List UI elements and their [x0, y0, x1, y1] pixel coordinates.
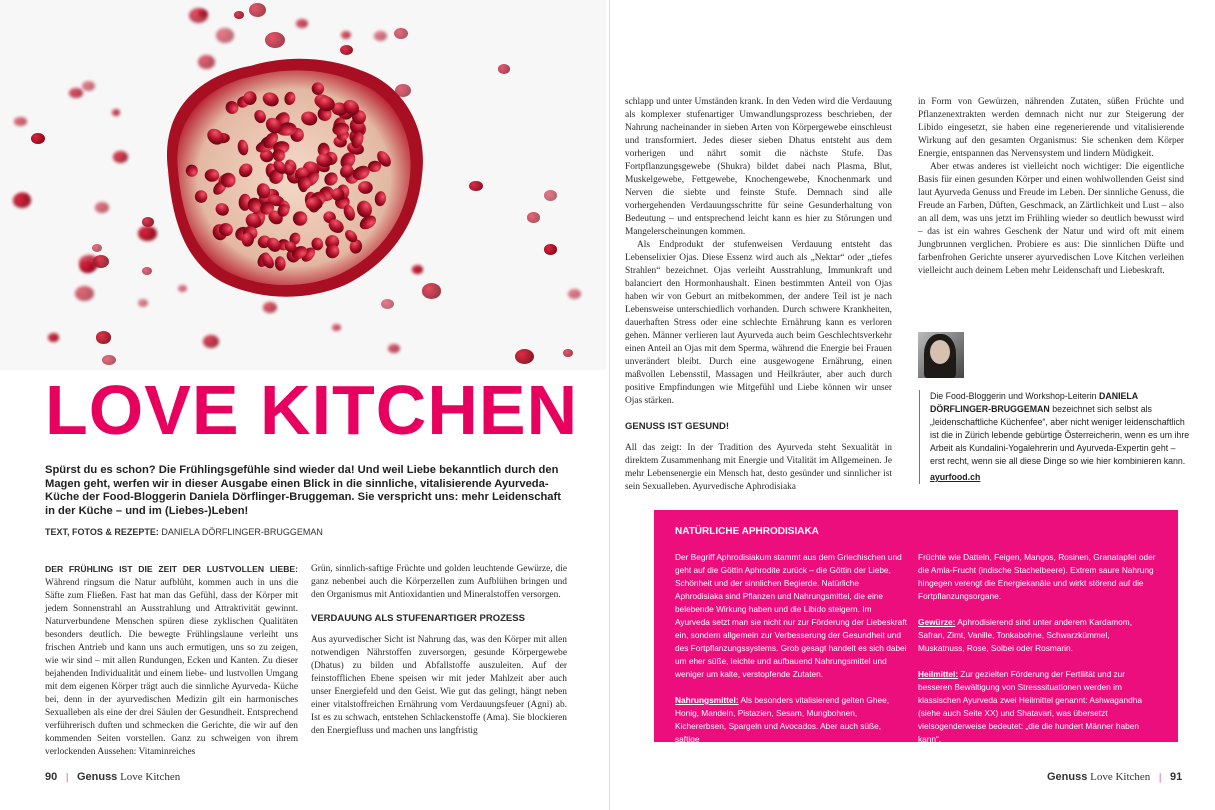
box-column-2	[918, 551, 1158, 759]
food-text: Als besonders vitalisierend gelten Ghee, Honig, Mandeln, Pistazien, Sesam, Mungbohnen, Kichererbsen, Spargeln und Avocados. Aber auch süße, saftige	[675, 695, 889, 744]
pomegranate-photo	[0, 0, 606, 370]
digestion-heading: VERDAUUNG ALS STUFENARTIGER PROZESS	[311, 613, 525, 624]
left-column-2	[311, 563, 567, 738]
ojas-paragraph: Als Endprodukt der stufenweisen Verdauung entsteht das Lebenselixier Ojas. Diese Essenz wird auch als „Nektar“ oder „tiefes Strahlen“ bezeichnet. Ojas verleiht Ausstrahlung, Immunkraft und balanciert den Hormonhaushalt. Einen bestimmten Anteil von Ojas haben wir von Geburt an mitbekommen, der andere Teil ist je nach Lebensweise unterschiedlich vorhanden. Durch schwere Krankheiten, dauerhaften Stress oder eine schlechte Ernährung kann es verloren gehen. Männer verlieren laut Ayurveda auch beim Geschlechtsverkehr einen Anteil an Ojas mit dem Sperma, während die Energie bei Frauen unverändert bleibt. Durch eine ausgewogene Ernährung, einen maßvollen Lebensstil, Massagen und Heilkräuter, aber auch durch positive Empfindungen wie Mitgefühl und Liebe können wir unser Ojas stärken.	[625, 240, 892, 406]
fruits-text: Früchte wie Datteln, Feigen, Mangos, Rosinen, Granatapfel oder die Amla-Frucht (indische Stachelbeere). Extrem saure Nahrung hingegen verengt die Energiekanäle und wirkt störend auf die Fortpflanzungsorgane.	[918, 552, 1156, 601]
credit-name: DANIELA DÖRFLINGER-BRUGGEMAN	[161, 527, 323, 537]
food-label: Nahrungsmittel:	[675, 695, 739, 705]
genuss-heading: GENUSS IST GESUND!	[625, 421, 729, 432]
right-footer: Genuss Love Kitchen | 91	[1047, 771, 1183, 783]
right-footer-section: Genuss	[1047, 771, 1088, 783]
box-heading: NATÜRLICHE APHRODISIAKA	[675, 526, 819, 537]
credit-label: TEXT, FOTOS & REZEPTE:	[45, 527, 159, 537]
bio-website-link[interactable]: ayurfood.ch	[930, 472, 981, 482]
right-column-1	[625, 96, 892, 494]
veden-paragraph: schlapp und unter Umständen krank. In den Veden wird die Verdauung als komplexer stufenartiger Umwandlungsprozess beschrieben, der Nahrung nacheinander in sieben Arten von Körpergewebe einschleust und transformiert. Jedes dieser sieben Dhatus entsteht aus dem vorherigen und nährt somit die nächste Stufe. Das Fortpflanzungsgewebe (Shukra) bildet dabei nach Plasma, Blut, Muskelgewebe, Fettgewebe, Knochengewebe, Knochenmark und Nerven die siebte und feinste Stufe. Demnach sind alle vorhergehenden Verdauungsschritte für seine Gesunderhaltung von Bedeutung – und entsprechend leicht kann es hier zu Störungen und Mangelerscheinungen kommen.	[625, 97, 892, 237]
left-page	[0, 0, 606, 810]
bio-author-name: DANIELA DÖRFLINGER-BRUGGEMAN	[930, 391, 1138, 414]
aphrodisiaka-box	[654, 510, 1178, 742]
left-footer: 90 | Genuss Love Kitchen	[45, 771, 181, 783]
lead-paragraph: Spürst du es schon? Die Frühlingsgefühle sind wieder da! Und weil Liebe bekanntlich durch den Magen geht, werfen wir in dieser Ausgabe einen Blick in die sinnliche, vitalisierende Ayurveda- Küche der Food-Bloggerin Daniela Dörflinger-Bruggeman. Sie verspricht uns: mehr Leidenschaft in der Küche – und im (Liebes-)Leben!	[45, 464, 561, 517]
author-bio	[919, 390, 1192, 484]
box-intro: Der Begriff Aphrodisiakum stammt aus dem Griechischen und geht auf die Göttin Aphrodite zurück – die Göttin der Liebe, Schönheit und der sinnlichen Begierde. Natürliche Aphrodisiaka sind Pflanzen und Nahrungsmittel, die eine belebende Wirkung haben und die Libido steigern. Im Ayurveda setzt man sie nicht nur zur Förderung der Liebeskraft ein, sondern allgemein zur Verbesserung der Gesundheit und des Fortpflanzungssystems. Grob gesagt handelt es sich dabei um eher süße, leichte und aufbauend Nahrungsmittel und weniger um kalte, verstopfende Zutaten.	[675, 552, 907, 679]
left-page-number: 90	[45, 771, 58, 783]
right-column-2	[918, 96, 1184, 278]
aphrodisiaka-paragraph: in Form von Gewürzen, nährenden Zutaten, süßen Früchte und Pflanzenextrakten werden demnach nicht nur zur Steigerung der Libido eingesetzt, sie haben eine regenerierende und vitalisierende Wirkung auf den gesamten Organismus: Sie schenken dem Körper Energie, entspannen das Nervensystem und lindern Müdigkeit.	[918, 97, 1184, 159]
page-title: LOVE KITCHEN	[45, 371, 579, 449]
remedies-text: Zur gezielten Förderung der Fertilität und zur besseren Bewältigung von Stresssituationen werden im klassischen Ayurveda zwei Heilmittel genannt: Ashwagandha (siehe auch Seite XX) und Shatavari, was übersetzt vielsogenderweise bedeutet: „die die hundert Männer haben kann“.	[918, 669, 1142, 744]
right-footer-title: Love Kitchen	[1090, 771, 1151, 783]
spring-heading: DER FRÜHLING IST DIE ZEIT DER LUSTVOLLEN LIEBE:	[45, 564, 298, 574]
right-page-number: 91	[1170, 771, 1183, 783]
left-column-1	[45, 563, 298, 759]
left-footer-section: Genuss	[76, 771, 118, 783]
col2-intro: Grün, sinnlich-saftige Früchte und golden leuchtende Gewürze, die ganz nebenbei auch die Körperzellen zum Aufblühen bringen und den Organismus mit Antioxidantien und Mineralstoffen versorgen.	[311, 564, 567, 600]
genuss-body: All das zeigt: In der Tradition des Ayurveda steht Sexualität in direktem Zusammenhang mit Energie und Vitalität im Allgemeinen. Je mehr Lebensenergie ein Mensch hat, desto gesünder und sinnlicher ist sein Sexualleben. Ayurvedische Aphrodisiaka	[625, 443, 892, 492]
box-column-1	[675, 551, 907, 759]
pomegranate-illustration	[0, 0, 606, 370]
spices-label: Gewürze:	[918, 617, 956, 627]
author-portrait	[918, 332, 964, 378]
credit-line	[45, 527, 323, 537]
bio-text: bezeichnet sich selbst als „leidenschaftliche Küchenfee“, aber nicht weniger leidenschaftlich ist die in Zürich lebende gebürtige Österreicherin, wenn es um ihre Arbeit als Kundalini-Yogalehrerin und Ayurveda-Expertin geht – erst recht, wenn sie all diese Dinge so wie hier kombinieren kann.	[930, 404, 1190, 466]
remedies-label: Heilmittel:	[918, 669, 959, 679]
left-footer-title: Love Kitchen	[120, 771, 181, 783]
aril	[306, 197, 323, 210]
spices-text: Aphrodisierend sind unter anderem Kardamom, Safran, Zimt, Vanille, Tonkabohne, Schwarzkümmel, Muskatnuss, Rose, Solbei oder Rosmarin.	[918, 617, 1133, 653]
basis-paragraph: Aber etwas anderes ist vielleicht noch wichtiger: Die eigentliche Basis für einen gesunden Körper und einen wohlwollenden Geist sind laut Ayurveda Genuss und Freude im Leben. Der sinnliche Genuss, die Freude an Farben, Düften, Geschmack, an Zärtlichkeit und Lust – also an all dem, was uns jetzt im Frühling wieder so deutlich bewusst wird – das ist ein wahres Geschenk der Natur und wird oft mit einem Jungbrunnen verglichen. Probiere es aus: Die sinnlichen Düfte und farbenfrohen Gerichte unserer ayurvedischen Love Kitchen verleihen vielleicht auch deinem Leben mehr Leidenschaft und Liebeskraft.	[918, 162, 1184, 276]
right-page	[609, 0, 1215, 810]
digestion-body: Aus ayurvedischer Sicht ist Nahrung das, was den Körper mit allen notwendigen Nährstoffen zuversorgen, gesunde Körpergewebe (Dhatus) zu bilden und Abfallstoffe auszuleiten. Auf der feinstofflichen Ebene speisen wir mit jeder Mahlzeit aber auch unser Energiefeld und den Geist. Wie gut das gelingt, hängt neben einer vitalstoffreichen Ernährung vom Verdauungsfeuer (Agni) ab. Ist es zu schwach, entstehen Schlackenstoffe (Ama). Sie blockieren den Energiefluss und machen uns langfristig	[311, 635, 567, 736]
bio-intro: Die Food-Bloggerin und Workshop-Leiterin	[930, 391, 1097, 401]
spring-body: Während ringsum die Natur aufblüht, kommen auch in uns die Säfte zum Fließen. Fast hat man das Gefühl, dass der Körper mit jedem Sonnenstrahl an Ausstrahlung und Attraktivität gewinnt. Naturverbundene Menschen spüren diese zyklischen Qualitäten besonders deutlich. Die bewegte Frühlingslaune verleiht uns frischen Antrieb und kann uns auch ermutigen, uns so zu zeigen, wie wir sind – mit allen Rundungen, Ecken und Kanten. Zu dieser bejahenden Individualität und einem liebe- und lustvollen Umgang mit dem eigenen Körper trägt auch die sinnliche Ayurveda- Küche bei, denn in der ayurvedischen Medizin gilt ein harmonisches Sexualleben als eine der drei Säulen der Gesundheit. Entsprechend verführerisch duften und schmecken die Gerichte, die wir auf den kommenden Seiten vorstellen. Ganz zu schweigen von ihrem verlockenden Aussehen: Vitaminreiches	[45, 578, 298, 757]
